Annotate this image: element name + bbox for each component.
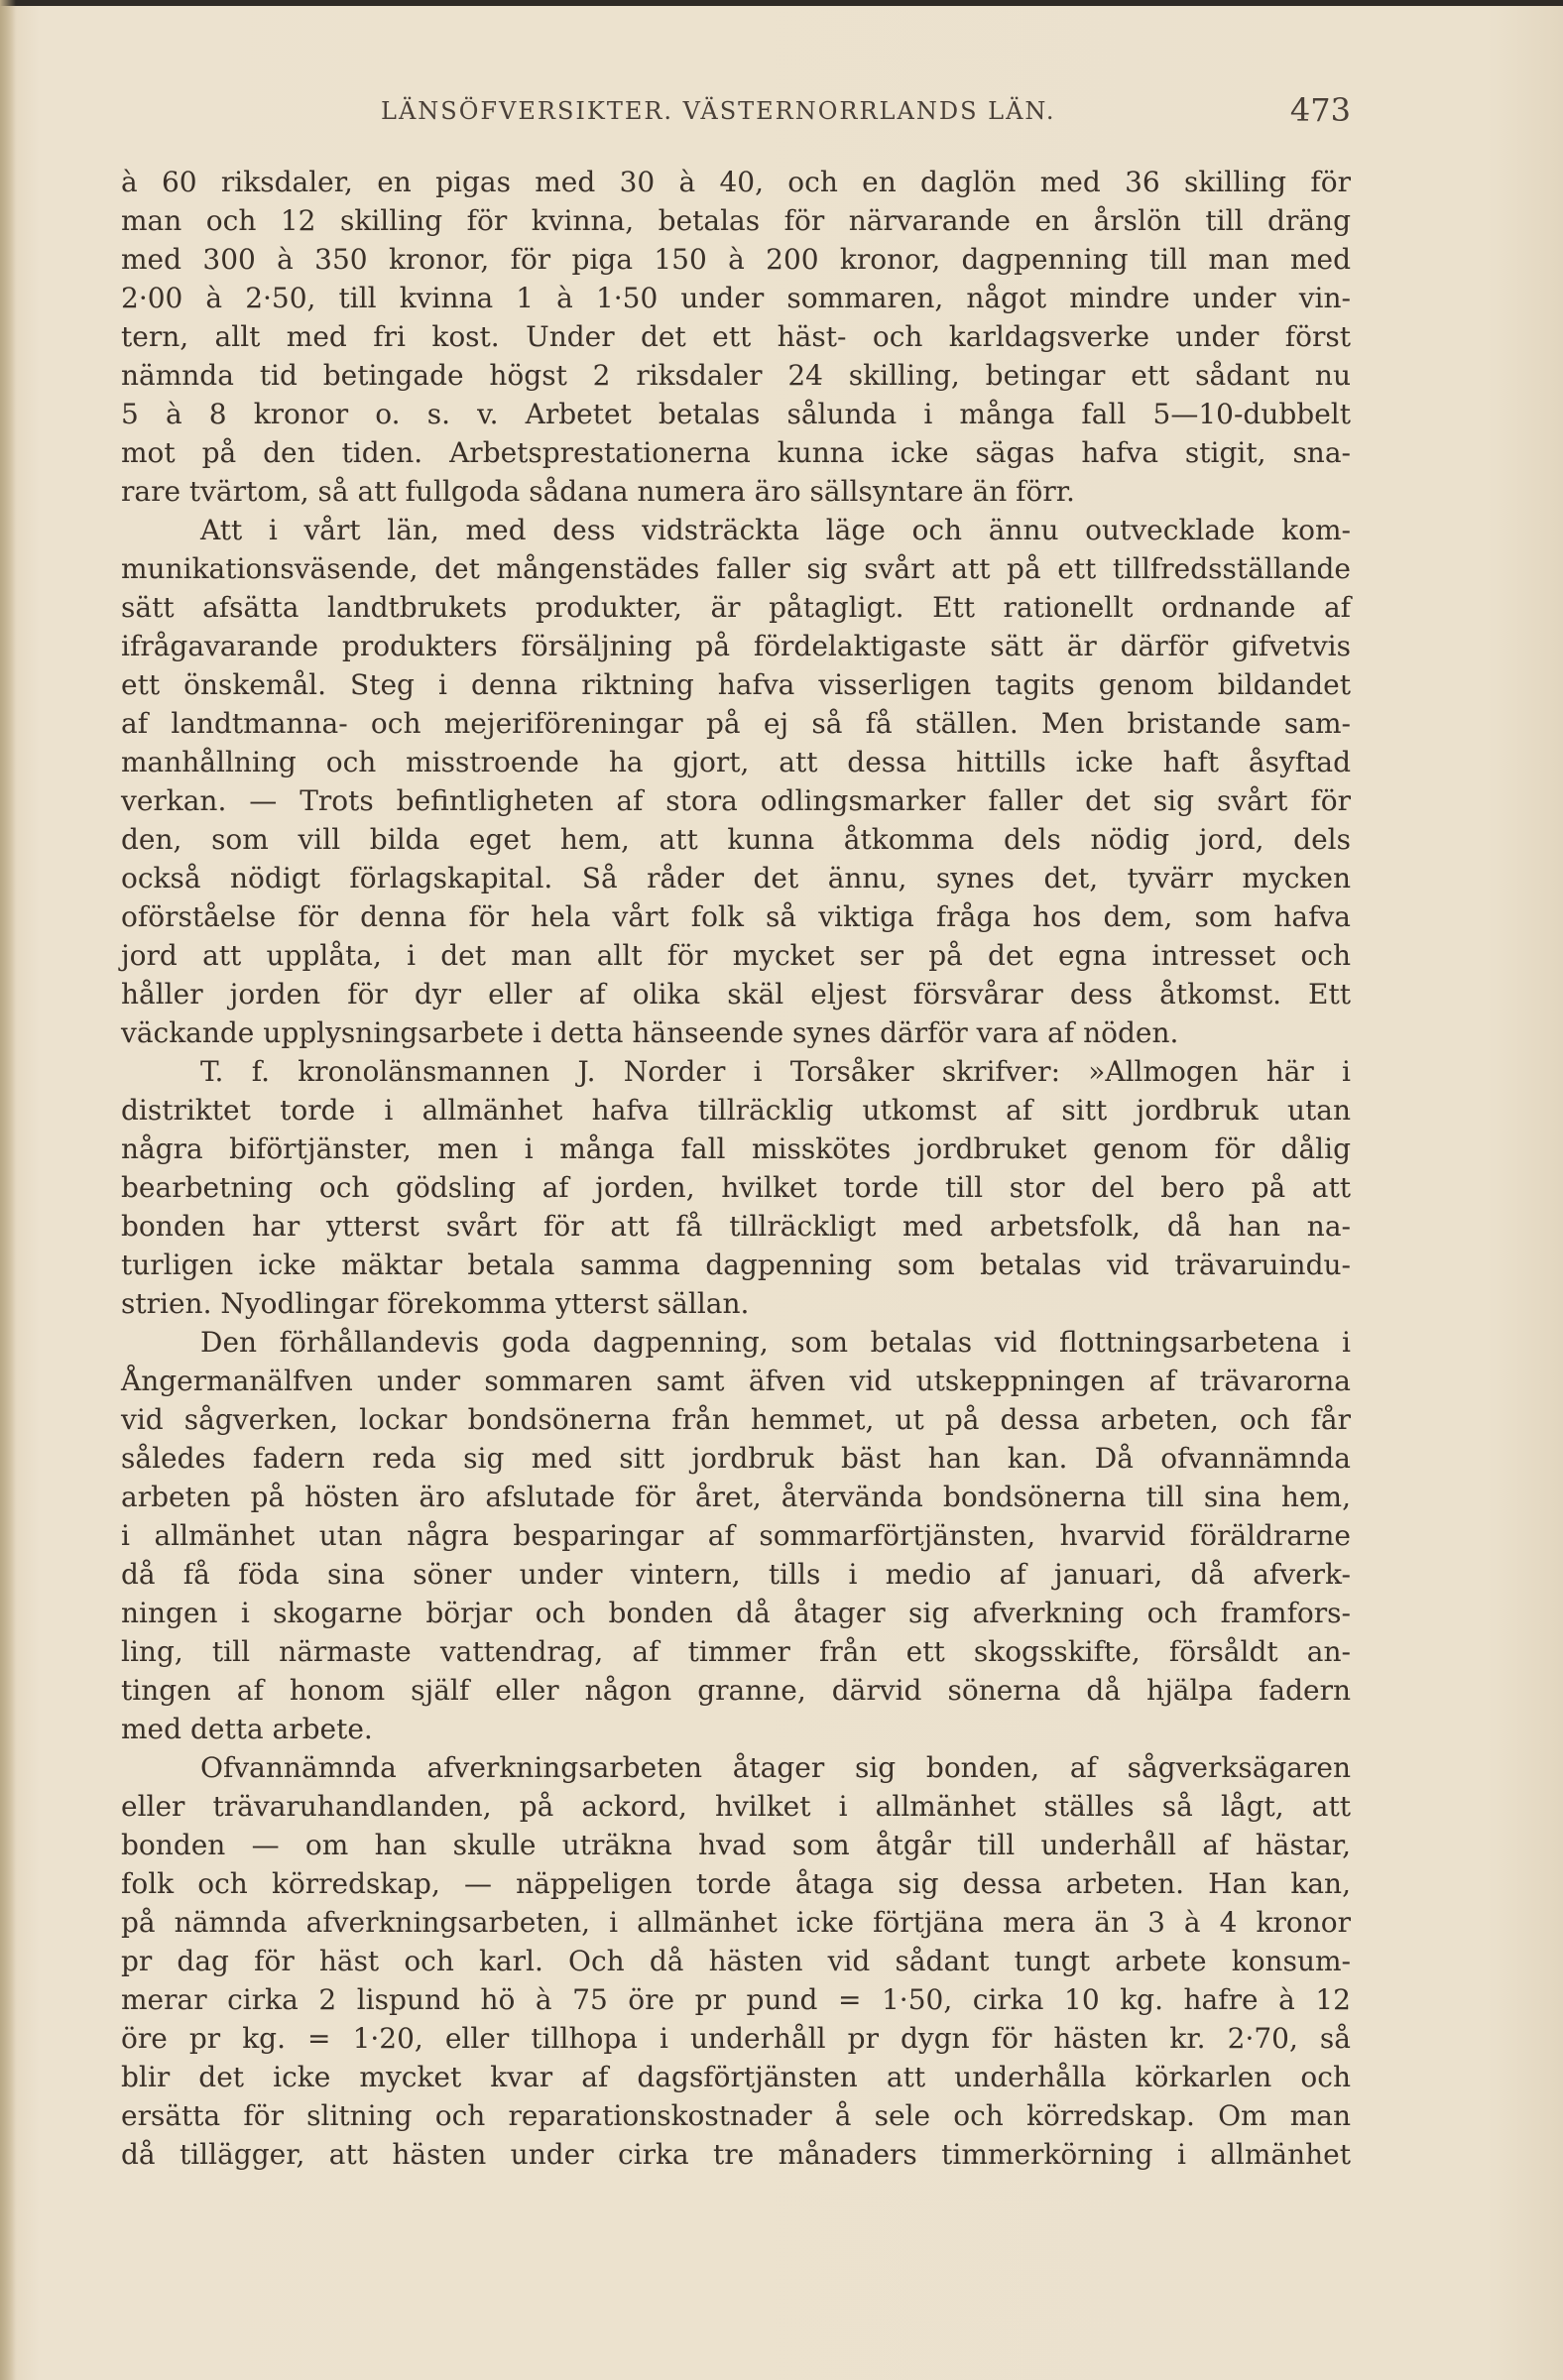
text-line: merar cirka 2 lispund hö à 75 öre pr pund = 1·50, cirka 10 kg. hafre à 12 (121, 1983, 1351, 2016)
text-line: bonden har ytterst svårt för att få tillräckligt med arbetsfolk, då han na- (121, 1210, 1351, 1243)
page-top-edge (0, 0, 1563, 6)
text-line: strien. Nyodlingar förekomma ytterst sällan. (121, 1287, 750, 1320)
text-line: med detta arbete. (121, 1713, 373, 1745)
text-line: verkan. — Trots befintligheten af stora odlingsmarker faller det sig svårt för (121, 784, 1351, 817)
text-line: manhållning och misstroende ha gjort, att dessa hittills icke haft åsyftad (121, 746, 1351, 778)
text-line: väckande upplysningsarbete i detta hänseende synes därför vara af nöden. (121, 1016, 1179, 1049)
text-line: några biförtjänster, men i många fall misskötes jordbruket genom för dålig (121, 1132, 1351, 1165)
text-line: man och 12 skilling för kvinna, betalas för närvarande en årslön till dräng (121, 204, 1351, 237)
text-line: nämnda tid betingade högst 2 riksdaler 24 skilling, betingar ett sådant nu (121, 359, 1351, 392)
text-line: i allmänhet utan några besparingar af sommarförtjänsten, hvarvid föräldrarne (121, 1519, 1351, 1552)
text-line: ersätta för slitning och reparationskostnader å sele och körredskap. Om man (121, 2099, 1351, 2132)
text-line: ling, till närmaste vattendrag, af timmer från ett skogsskifte, försåldt an- (121, 1635, 1351, 1668)
text-line: pr dag för häst och karl. Och då hästen vid sådant tungt arbete konsum- (121, 1945, 1351, 1977)
text-line: folk och körredskap, — näppeligen torde åtaga sig dessa arbeten. Han kan, (121, 1867, 1351, 1900)
text-line: T. f. kronolänsmannen J. Norder i Torsåker skrifver: »Allmogen här i (200, 1055, 1351, 1088)
text-line: Den förhållandevis goda dagpenning, som betalas vid flottningsarbetena i (200, 1326, 1351, 1359)
text-line: à 60 riksdaler, en pigas med 30 à 40, och en daglön med 36 skilling för (121, 166, 1351, 198)
page-number: 473 (1289, 91, 1351, 129)
text-line: Ofvannämnda afverkningsarbeten åtager sig bonden, af sågverksägaren (200, 1751, 1351, 1784)
text-line: med 300 à 350 kronor, för piga 150 à 200 kronor, dagpenning till man med (121, 243, 1351, 276)
text-line: Att i vårt län, med dess vidsträckta läge och ännu outvecklade kom- (200, 514, 1351, 546)
text-line: 2·00 à 2·50, till kvinna 1 à 1·50 under sommaren, något mindre under vin- (121, 282, 1351, 314)
text-line: jord att upplåta, i det man allt för mycket ser på det egna intresset och (121, 939, 1351, 972)
text-line: munikationsväsende, det mångenstädes faller sig svårt att på ett tillfredsställande (121, 552, 1351, 585)
page-header (121, 91, 1351, 131)
text-line: ifrågavarande produkters försäljning på fördelaktigaste sätt är därför gifvetvis (121, 630, 1351, 662)
text-line: då få föda sina söner under vintern, tills i medio af januari, då afverk- (121, 1558, 1351, 1591)
text-line: oförståelse för denna för hela vårt folk så viktiga fråga hos dem, som hafva (121, 900, 1351, 933)
text-line: mot på den tiden. Arbetsprestationerna kunna icke sägas hafva stigit, sna- (121, 436, 1351, 469)
text-line: då tillägger, att hästen under cirka tre månaders timmerkörning i allmänhet (121, 2138, 1351, 2171)
text-line: tingen af honom själf eller någon granne, därvid sönerna då hjälpa fadern (121, 1674, 1351, 1707)
text-line: också nödigt förlagskapital. Så råder det ännu, synes det, tyvärr mycken (121, 862, 1351, 894)
text-line: turligen icke mäktar betala samma dagpenning som betalas vid trävaruindu- (121, 1249, 1351, 1281)
text-line: tern, allt med fri kost. Under det ett häst- och karldagsverke under först (121, 320, 1351, 353)
text-line: på nämnda afverkningsarbeten, i allmänhet icke förtjäna mera än 3 à 4 kronor (121, 1906, 1351, 1939)
running-head: LÄNSÖFVERSIKTER. VÄSTERNORRLANDS LÄN. (381, 97, 1056, 125)
text-line: således fadern reda sig med sitt jordbruk bäst han kan. Då ofvannämnda (121, 1442, 1351, 1475)
text-line: bonden — om han skulle uträkna hvad som åtgår till underhåll af hästar, (121, 1829, 1351, 1861)
text-line: af landtmanna- och mejeriföreningar på ej så få ställen. Men bristande sam- (121, 707, 1351, 740)
text-line: ett önskemål. Steg i denna riktning hafva visserligen tagits genom bildandet (121, 668, 1351, 701)
text-line: 5 à 8 kronor o. s. v. Arbetet betalas sålunda i många fall 5—10-dubbelt (121, 398, 1351, 430)
text-line: distriktet torde i allmänhet hafva tillräcklig utkomst af sitt jordbruk utan (121, 1094, 1351, 1127)
text-line: rare tvärtom, så att fullgoda sådana numera äro sällsyntare än förr. (121, 475, 1075, 508)
text-line: öre pr kg. = 1·20, eller tillhopa i underhåll pr dygn för hästen kr. 2·70, så (121, 2022, 1351, 2055)
text-line: eller trävaruhandlanden, på ackord, hvilket i allmänhet ställes så lågt, att (121, 1790, 1351, 1823)
text-line: håller jorden för dyr eller af olika skäl eljest försvårar dess åtkomst. Ett (121, 978, 1351, 1011)
page-gutter-shadow (0, 0, 16, 2380)
text-line: blir det icke mycket kvar af dagsförtjänsten att underhålla körkarlen och (121, 2061, 1351, 2093)
text-line: arbeten på hösten äro afslutade för året, återvända bondsönerna till sina hem, (121, 1481, 1351, 1513)
body-text (121, 163, 1351, 2174)
text-line: ningen i skogarne börjar och bonden då åtager sig afverkning och framfors- (121, 1597, 1351, 1629)
text-line: den, som vill bilda eget hem, att kunna åtkomma dels nödig jord, dels (121, 823, 1351, 856)
text-line: bearbetning och gödsling af jorden, hvilket torde till stor del bero på att (121, 1171, 1351, 1204)
text-line: Ångermanälfven under sommaren samt äfven vid utskeppningen af trävarorna (121, 1365, 1351, 1397)
text-line: vid sågverken, lockar bondsönerna från hemmet, ut på dessa arbeten, och får (121, 1403, 1351, 1436)
text-line: sätt afsätta landtbrukets produkter, är påtagligt. Ett rationellt ordnande af (121, 591, 1351, 624)
